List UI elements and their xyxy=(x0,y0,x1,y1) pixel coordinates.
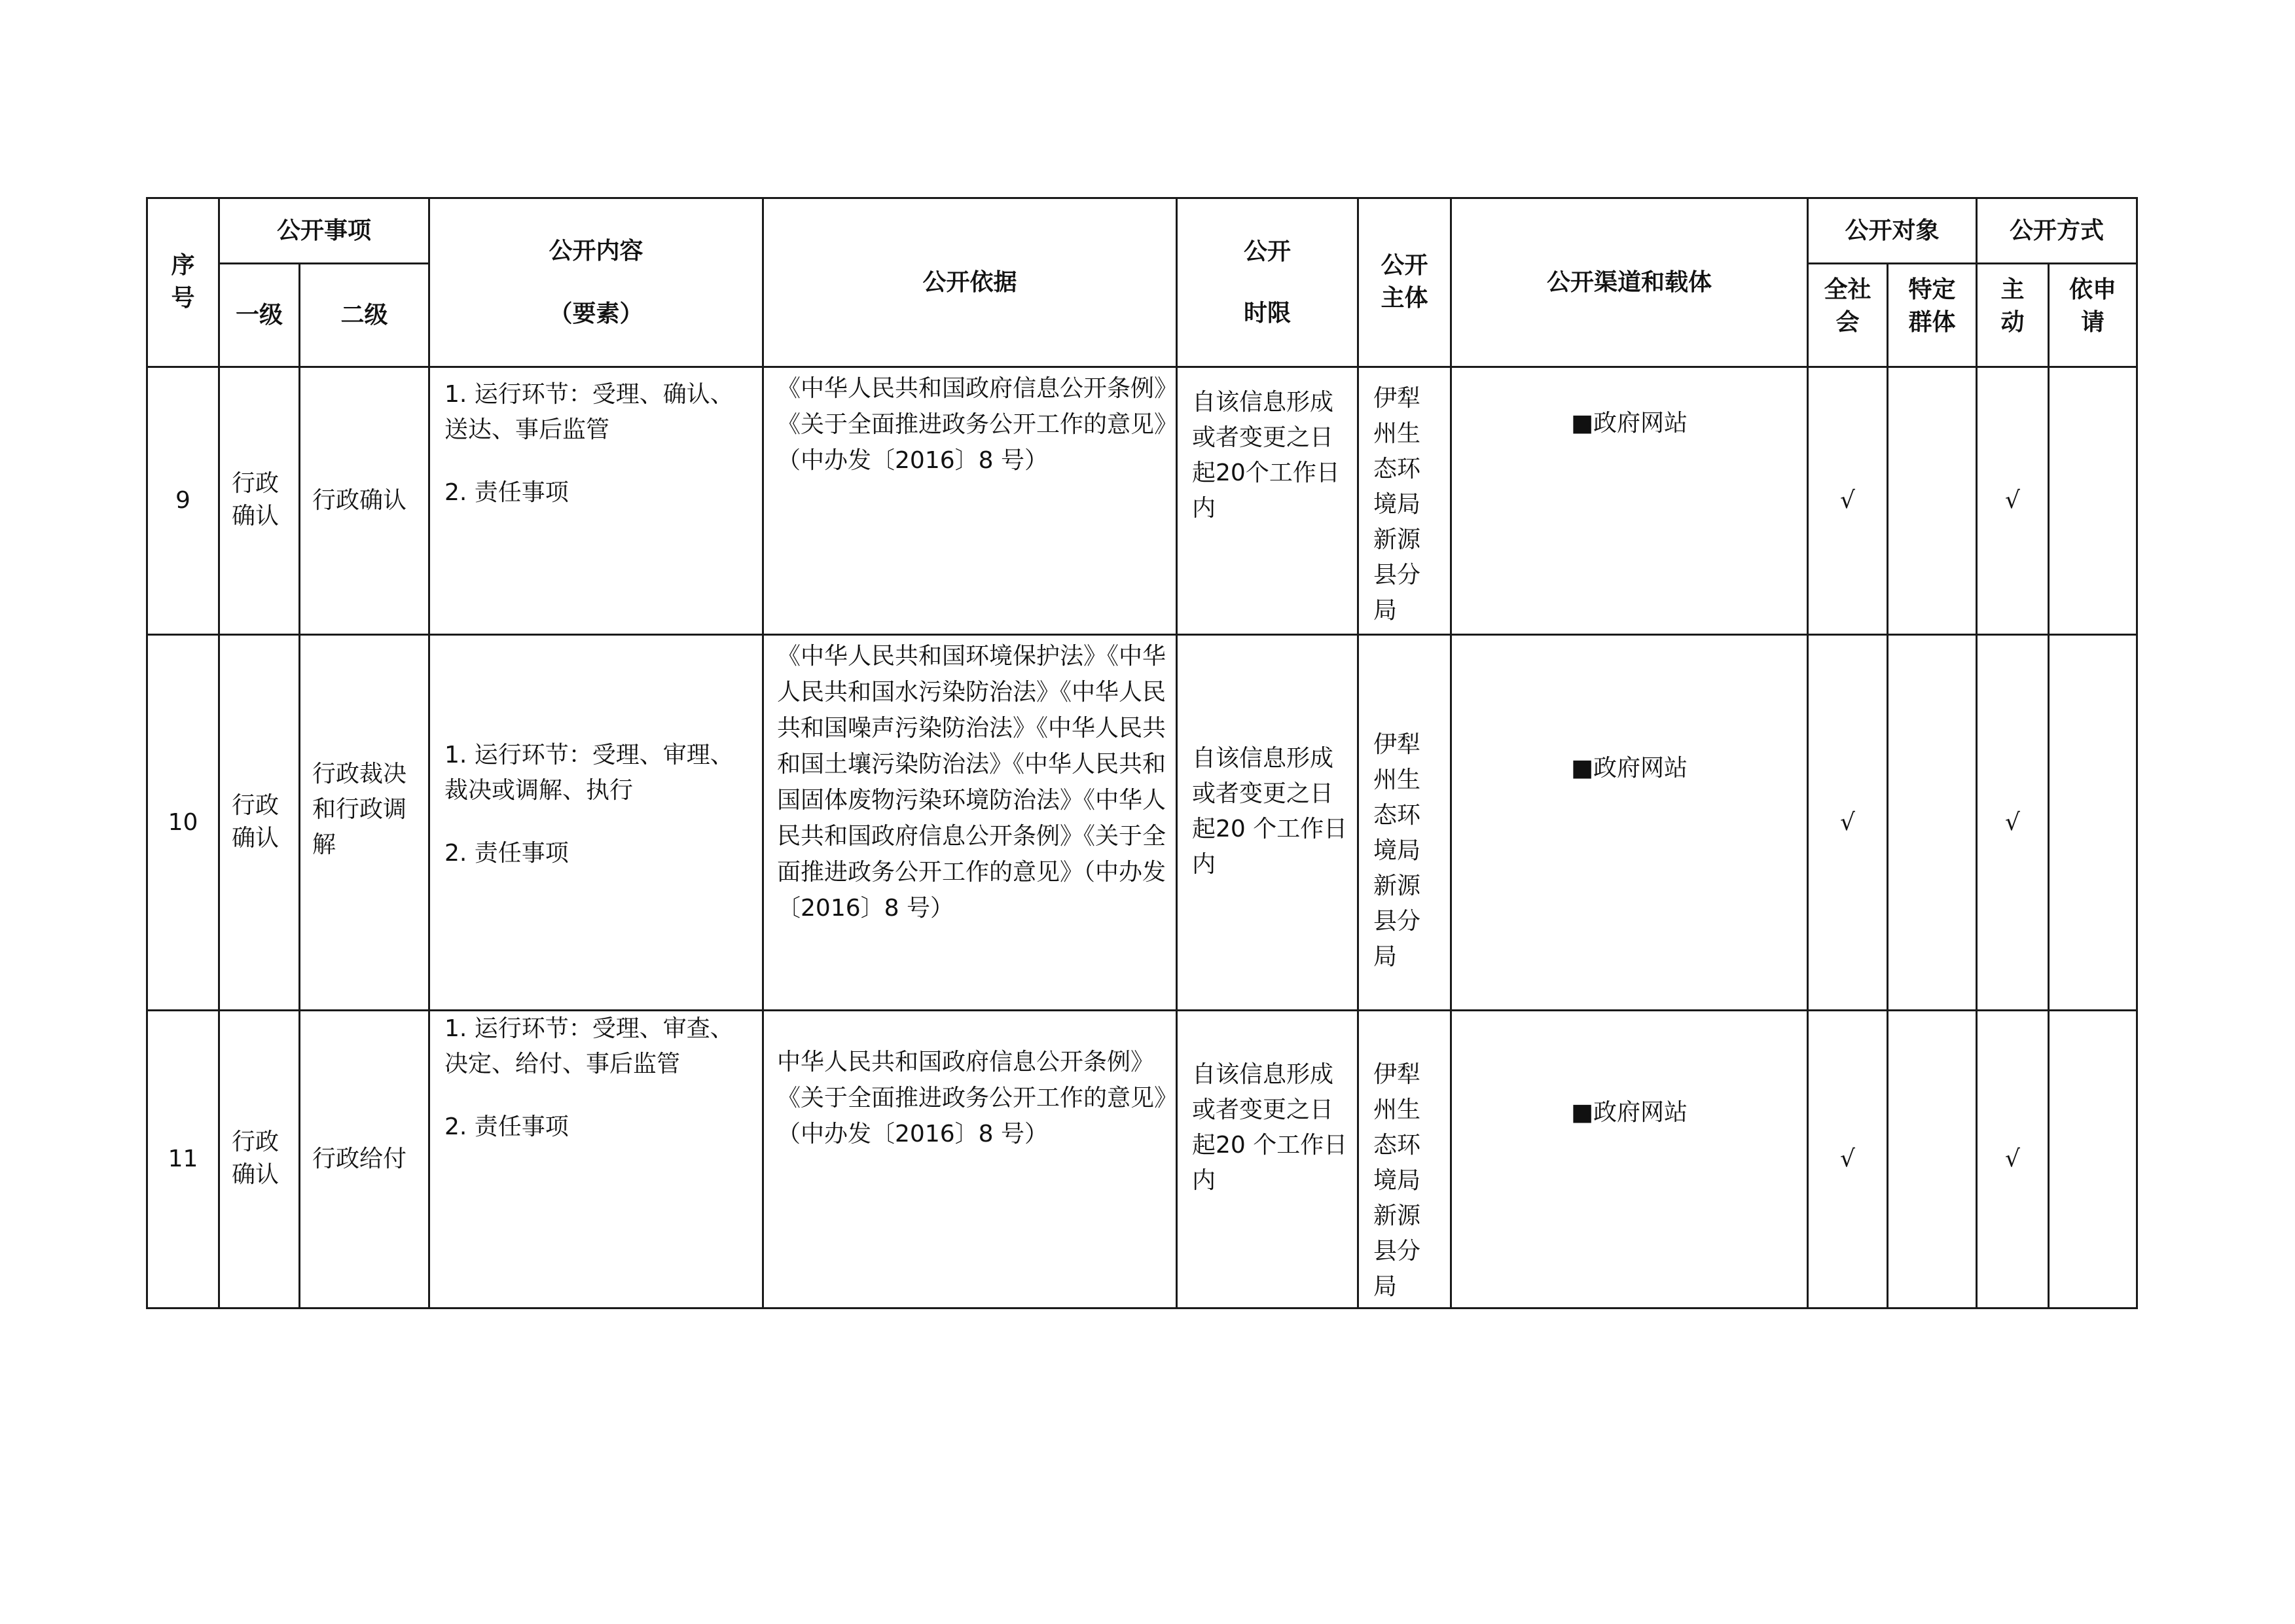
row-subject: 伊犁州生态环境局新源县分局 xyxy=(1358,635,1451,1011)
row-level1: 行政确认 xyxy=(219,367,300,635)
content-item-process: 1. 运行环节：受理、确认、送达、事后监管 xyxy=(444,381,734,443)
header-method-active: 主动 xyxy=(1977,264,2049,367)
row-content xyxy=(429,367,763,635)
row-basis: 中华人民共和国政府信息公开条例》《关于全面推进政务公开工作的意见》（中办发〔2016〕8 号） xyxy=(763,1011,1177,1308)
row-channel: ■政府网站 xyxy=(1451,1011,1808,1308)
header-row-1 xyxy=(147,198,2137,264)
disclosure-table xyxy=(146,197,2138,1309)
row-content xyxy=(429,635,763,1011)
header-method-request: 依申请 xyxy=(2049,264,2137,367)
check-method-active: √ xyxy=(1977,1011,2049,1308)
check-target-all: √ xyxy=(1808,635,1888,1011)
content-item-responsibility: 2. 责任事项 xyxy=(444,839,569,867)
row-content xyxy=(429,1011,763,1308)
row-channel: ■政府网站 xyxy=(1451,367,1808,635)
header-target: 公开对象 xyxy=(1808,198,1977,264)
row-basis: 《中华人民共和国政府信息公开条例》《关于全面推进政务公开工作的意见》（中办发〔2016〕8 号） xyxy=(763,367,1177,635)
row-seq: 11 xyxy=(147,1011,219,1308)
check-method-active: √ xyxy=(1977,635,2049,1011)
check-target-all: √ xyxy=(1808,367,1888,635)
check-target-group xyxy=(1888,635,1977,1011)
table-row xyxy=(147,635,2137,1011)
header-level1: 一级 xyxy=(219,264,300,367)
row-level1: 行政确认 xyxy=(219,1011,300,1308)
check-method-request xyxy=(2049,367,2137,635)
header-content: 公开内容 （要素） xyxy=(429,198,763,367)
row-seq: 10 xyxy=(147,635,219,1011)
content-item-responsibility: 2. 责任事项 xyxy=(444,1113,569,1140)
header-level2: 二级 xyxy=(300,264,429,367)
row-channel: ■政府网站 xyxy=(1451,635,1808,1011)
row-level1: 行政确认 xyxy=(219,635,300,1011)
row-seq: 9 xyxy=(147,367,219,635)
check-target-group xyxy=(1888,367,1977,635)
header-basis: 公开依据 xyxy=(763,198,1177,367)
header-deadline: 公开 时限 xyxy=(1177,198,1358,367)
row-deadline: 自该信息形成或者变更之日起20 个工作日内 xyxy=(1177,635,1358,1011)
row-subject: 伊犁州生态环境局新源县分局 xyxy=(1358,1011,1451,1308)
check-target-group xyxy=(1888,1011,1977,1308)
header-items: 公开事项 xyxy=(219,198,429,264)
row-basis: 《中华人民共和国环境保护法》《中华人民共和国水污染防治法》《中华人民共和国噪声污染防治法》《中华人民共和国土壤污染防治法》《中华人民共和国固体废物污染环境防治法》《中华人民共和国政府信息公开条例》《关于全面推进政务公开工作的意见》（中办发〔2016〕8 号） xyxy=(763,635,1177,1011)
header-method: 公开方式 xyxy=(1977,198,2137,264)
row-deadline: 自该信息形成或者变更之日起20 个工作日内 xyxy=(1177,1011,1358,1308)
check-target-all: √ xyxy=(1808,1011,1888,1308)
content-item-process: 1. 运行环节：受理、审查、 决定、给付、事后监管 xyxy=(444,1015,734,1077)
row-deadline: 自该信息形成或者变更之日起20个工作日内 xyxy=(1177,367,1358,635)
row-level2: 行政给付 xyxy=(300,1011,429,1308)
table-row xyxy=(147,1011,2137,1308)
header-target-group: 特定群体 xyxy=(1888,264,1977,367)
header-target-all: 全社会 xyxy=(1808,264,1888,367)
header-subject: 公开主体 xyxy=(1358,198,1451,367)
row-subject: 伊犁州生态环境局新源县分局 xyxy=(1358,367,1451,635)
check-method-active: √ xyxy=(1977,367,2049,635)
check-method-request xyxy=(2049,1011,2137,1308)
header-seq: 序号 xyxy=(147,198,219,367)
check-method-request xyxy=(2049,635,2137,1011)
content-item-responsibility: 2. 责任事项 xyxy=(444,479,569,506)
table-row xyxy=(147,367,2137,635)
content-item-process: 1. 运行环节：受理、审理、 裁决或调解、执行 xyxy=(444,741,734,804)
row-level2: 行政裁决和行政调解 xyxy=(300,635,429,1011)
header-channel: 公开渠道和载体 xyxy=(1451,198,1808,367)
row-level2: 行政确认 xyxy=(300,367,429,635)
